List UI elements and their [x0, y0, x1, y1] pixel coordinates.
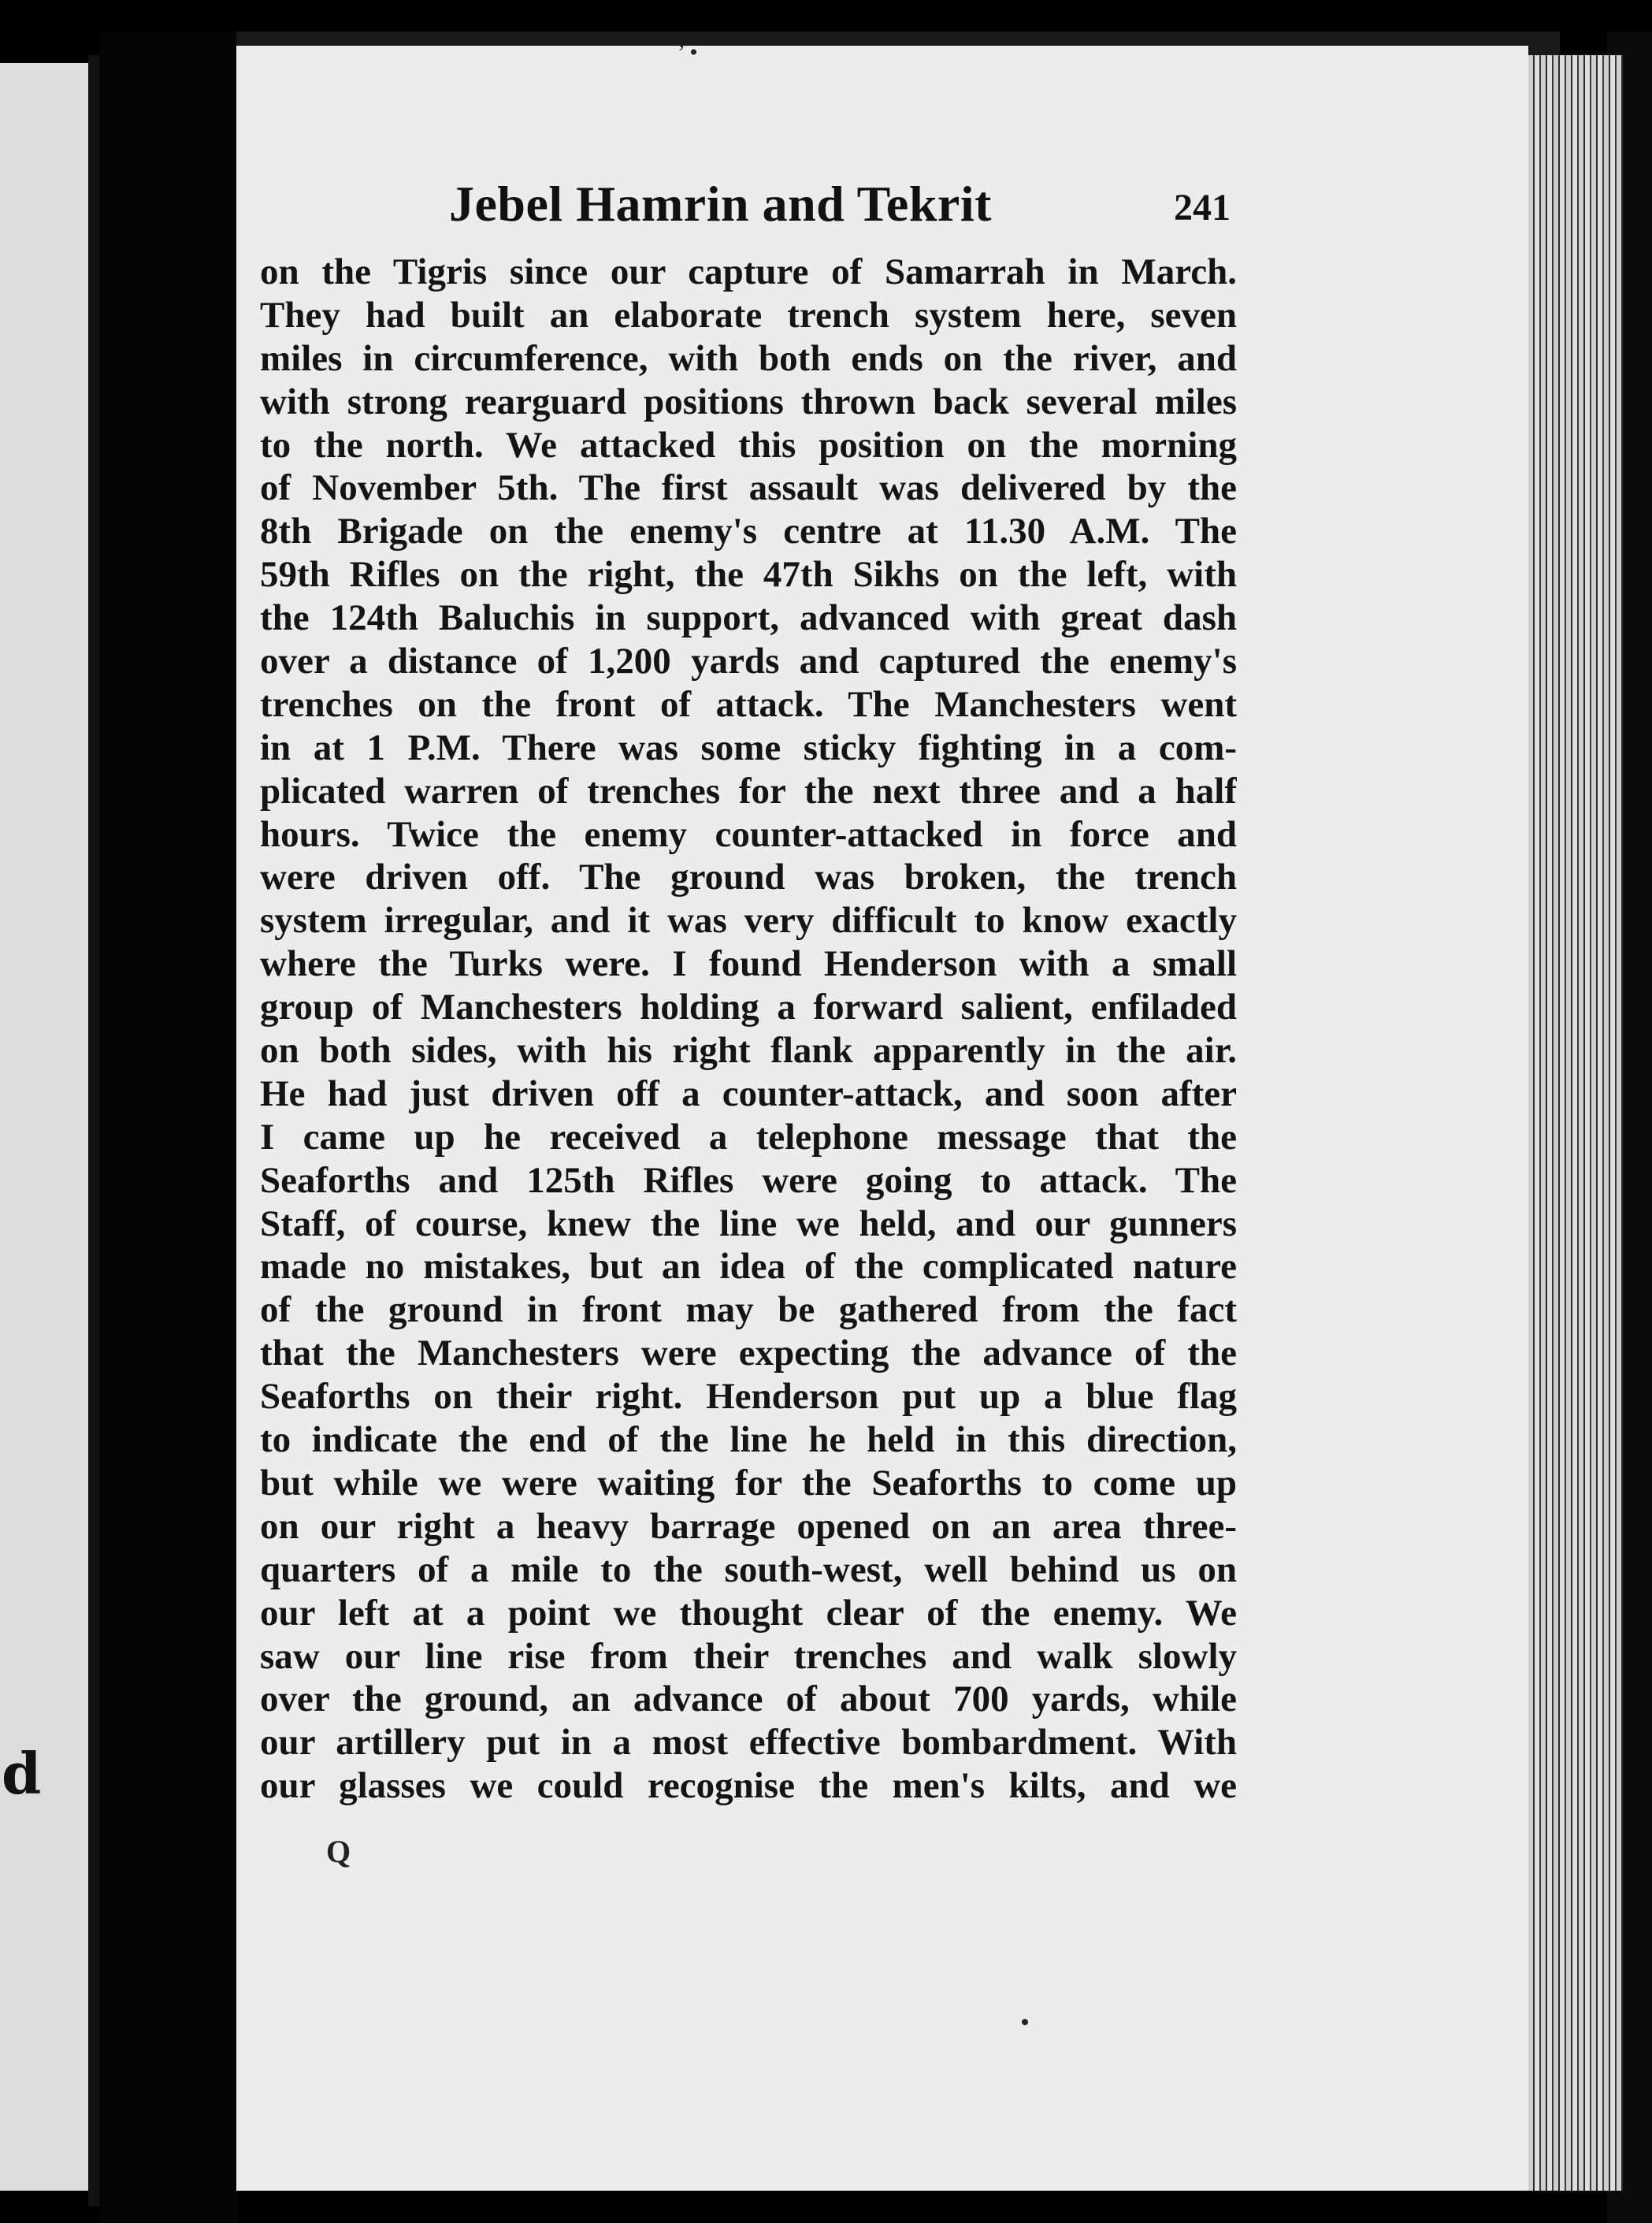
text-line [260, 597, 1237, 640]
text-line-content: where the Turks were. I found Henderson with a small [260, 943, 1237, 985]
page-header [260, 175, 1237, 254]
text-line [260, 727, 1237, 770]
signature-mark: Q [326, 1834, 351, 1869]
text-line [260, 1072, 1237, 1116]
text-line-content: They had built an elaborate trench system here, seven [260, 294, 1237, 336]
text-line [260, 1635, 1237, 1678]
text-line [260, 942, 1237, 986]
text-line [260, 1548, 1237, 1592]
text-line [260, 1116, 1237, 1159]
text-line [260, 856, 1237, 899]
text-line-content: of November 5th. The first assault was delivered by the [260, 467, 1237, 509]
text-line [260, 640, 1237, 683]
text-line [260, 1764, 1237, 1808]
text-line-content: on both sides, with his right flank apparently in the air. [260, 1030, 1237, 1072]
text-line [260, 1288, 1237, 1332]
running-title: Jebel Hamrin and Tekrit [449, 176, 992, 232]
text-line-content: our glasses we could recognise the men's kilts, and we [260, 1765, 1237, 1807]
text-line-content: miles in circumference, with both ends on the river, and [260, 337, 1237, 379]
text-line [260, 1418, 1237, 1462]
text-line [260, 770, 1237, 813]
previous-page-fragment: d [2, 1740, 42, 1807]
text-line [260, 1462, 1237, 1505]
text-line [260, 294, 1237, 337]
text-line-content: He had just driven off a counter-attack, and soon after [260, 1072, 1237, 1114]
text-line-content: our artillery put in a most effective bombardment. With [260, 1722, 1237, 1764]
page-number: 241 [1174, 187, 1231, 229]
text-line-content: group of Manchesters holding a forward salient, enfiladed [260, 987, 1237, 1028]
text-line-content: over the ground, an advance of about 700 yards, while [260, 1678, 1237, 1720]
body-text [260, 251, 1237, 1808]
text-line-content: quarters of a mile to the south-west, well behind us on [260, 1548, 1237, 1590]
text-line [260, 381, 1237, 424]
text-line-content: saw our line rise from their trenches and walk slowly [260, 1635, 1237, 1677]
text-line [260, 1678, 1237, 1721]
text-line [260, 1505, 1237, 1548]
text-line-content: to the north. We attacked this position on the morning [260, 424, 1237, 466]
text-line-content: of the ground in front may be gathered from the fact [260, 1289, 1237, 1331]
text-line-content: trenches on the front of attack. The Manchesters went [260, 683, 1237, 725]
text-line-content: system irregular, and it was very difficult to know exactly [260, 900, 1237, 942]
text-line [260, 1159, 1237, 1203]
text-line [260, 1592, 1237, 1635]
text-line-content: over a distance of 1,200 yards and captured the enemy's [260, 641, 1237, 682]
text-line [260, 899, 1237, 942]
text-line [260, 424, 1237, 467]
text-line [260, 251, 1237, 294]
text-line [260, 510, 1237, 553]
text-line-content: on our right a heavy barrage opened on an area three- [260, 1505, 1237, 1547]
ink-speck [1022, 2019, 1028, 2025]
text-line-content: with strong rearguard positions thrown back several miles [260, 381, 1237, 422]
page-gutter-border [88, 55, 99, 2206]
text-line [260, 467, 1237, 510]
text-line [260, 553, 1237, 597]
text-line [260, 1245, 1237, 1288]
top-ink-speck: ’ • [678, 39, 698, 65]
text-line [260, 1203, 1237, 1246]
text-line-content: but while we were waiting for the Seaforths to come up [260, 1462, 1237, 1504]
fore-edge-pages [1528, 55, 1623, 2191]
text-line-content: 59th Rifles on the right, the 47th Sikhs on the left, with [260, 554, 1237, 596]
text-line [260, 1332, 1237, 1375]
text-line-content: were driven off. The ground was broken, the trench [260, 857, 1237, 898]
text-line [260, 337, 1237, 381]
text-line-content: I came up he received a telephone message that the [260, 1116, 1237, 1158]
spine-shadow [99, 32, 238, 2223]
text-line [260, 1375, 1237, 1418]
text-line-content: the 124th Baluchis in support, advanced with great dash [260, 597, 1237, 639]
text-line-content: our left at a point we thought clear of the enemy. We [260, 1592, 1237, 1634]
text-line-content: hours. Twice the enemy counter-attacked in force and [260, 813, 1237, 855]
text-line-content: Seaforths on their right. Henderson put up a blue flag [260, 1376, 1237, 1418]
text-line-content: to indicate the end of the line he held in this direction, [260, 1419, 1237, 1461]
text-line-content: plicated warren of trenches for the next three and a half [260, 770, 1237, 812]
text-line-content: in at 1 P.M. There was some sticky fighting in a com- [260, 727, 1237, 768]
text-line-content: Seaforths and 125th Rifles were going to attack. The [260, 1159, 1237, 1201]
text-line [260, 986, 1237, 1029]
previous-page-edge [0, 63, 93, 2191]
text-line-content: Staff, of course, knew the line we held, and our gunners [260, 1203, 1237, 1244]
text-line-content: on the Tigris since our capture of Samarrah in March. [260, 251, 1237, 292]
text-line [260, 1721, 1237, 1764]
text-line-content: that the Manchesters were expecting the advance of the [260, 1333, 1237, 1374]
text-line-content: made no mistakes, but an idea of the complicated nature [260, 1246, 1237, 1288]
text-line [260, 813, 1237, 857]
text-line [260, 1029, 1237, 1072]
text-line [260, 683, 1237, 727]
text-line-content: 8th Brigade on the enemy's centre at 11.30 A.M. The [260, 511, 1237, 552]
